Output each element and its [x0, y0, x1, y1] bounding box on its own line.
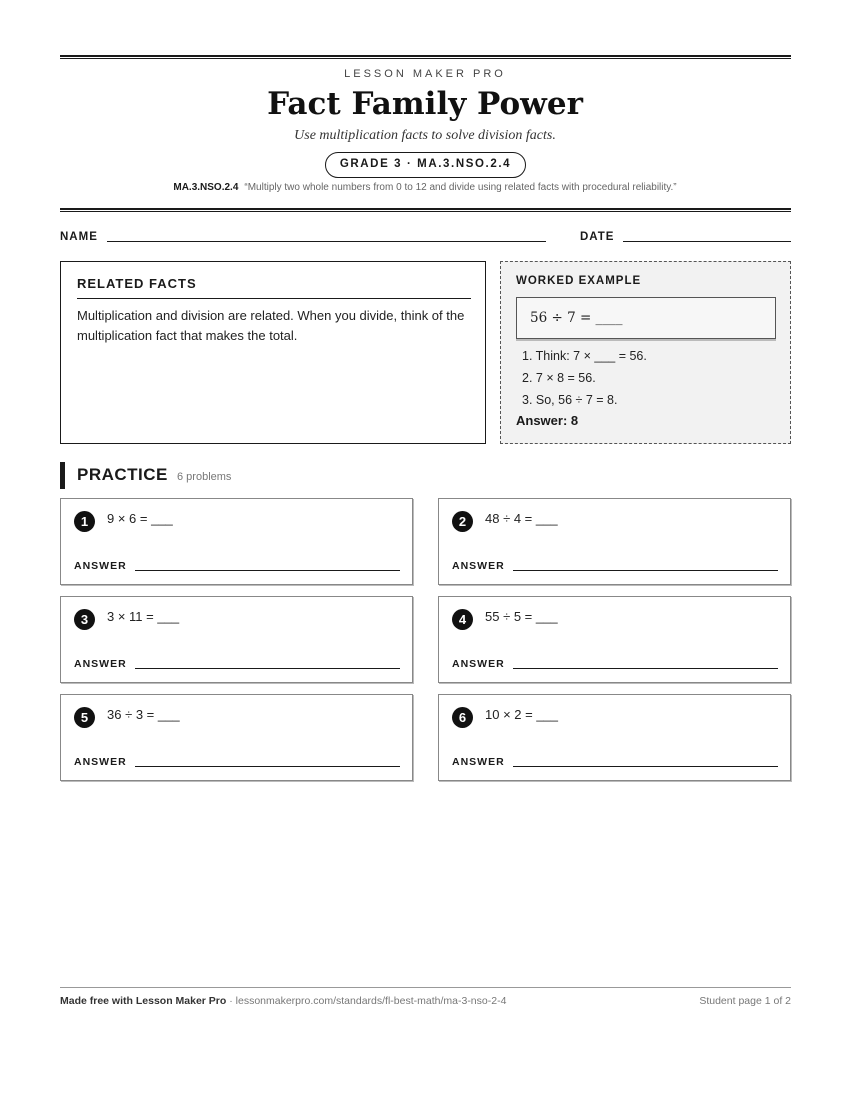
answer-label: ANSWER — [74, 560, 127, 572]
worked-example-step: 1. Think: 7 × ___ = 56. — [522, 349, 647, 363]
problem-number: 5 — [74, 707, 95, 728]
standard-text: “Multiply two whole numbers from 0 to 12 and divide using related facts with procedural reliability.” — [244, 182, 677, 193]
worked-example-answer: Answer: 8 — [516, 413, 579, 428]
header-top-rule — [60, 55, 791, 59]
answer-label: ANSWER — [452, 658, 505, 670]
problem-card-2 — [438, 498, 791, 585]
problem-question: 10 × 2 = ___ — [485, 707, 559, 722]
footer-made-with: Made free with Lesson Maker Pro — [60, 995, 227, 1007]
date-label: DATE — [580, 231, 615, 243]
footer-url[interactable]: · lessonmakerpro.com/standards/fl-best-math/ma-3-nso-2-4 — [226, 995, 507, 1007]
related-facts-heading: RELATED FACTS — [77, 276, 197, 291]
practice-count: 6 problems — [177, 471, 232, 483]
name-label: NAME — [60, 231, 98, 243]
answer-label: ANSWER — [74, 658, 127, 670]
related-facts-text: Multiplication and division are related. When you divide, think of the multiplication fact that makes the total. — [77, 308, 465, 343]
footer-credit — [60, 995, 506, 1007]
related-facts-box — [60, 261, 486, 444]
answer-field[interactable] — [513, 668, 778, 669]
problem-card-5 — [60, 694, 413, 781]
practice-heading: PRACTICE — [77, 465, 168, 484]
problem-card-6 — [438, 694, 791, 781]
problem-number: 4 — [452, 609, 473, 630]
footer-rule — [60, 987, 791, 988]
answer-field[interactable] — [135, 570, 400, 571]
header-bottom-rule — [60, 208, 791, 212]
answer-field[interactable] — [513, 766, 778, 767]
worked-example-box — [500, 261, 791, 444]
problem-number: 3 — [74, 609, 95, 630]
footer-page-number: Student page 1 of 2 — [699, 995, 791, 1007]
problem-card-4 — [438, 596, 791, 683]
problem-number: 2 — [452, 511, 473, 532]
brand-name: LESSON MAKER PRO — [344, 68, 506, 80]
answer-label: ANSWER — [452, 560, 505, 572]
problem-number: 1 — [74, 511, 95, 532]
worked-example-step: 2. 7 × 8 = 56. — [522, 371, 596, 385]
answer-label: ANSWER — [452, 756, 505, 768]
standard-description — [0, 182, 850, 193]
worked-example-equation-box — [516, 297, 776, 339]
problem-card-1 — [60, 498, 413, 585]
answer-field[interactable] — [135, 668, 400, 669]
problem-question: 3 × 11 = ___ — [107, 609, 180, 624]
problem-question: 36 ÷ 3 = ___ — [107, 707, 180, 722]
worked-example-step: 3. So, 56 ÷ 7 = 8. — [522, 393, 618, 407]
worked-example-equation: 56 ÷ 7 = ____ — [530, 310, 623, 326]
worksheet-subtitle: Use multiplication facts to solve division facts. — [294, 128, 556, 143]
worksheet-title: Fact Family Power — [267, 86, 583, 122]
problem-question: 9 × 6 = ___ — [107, 511, 173, 526]
problem-number: 6 — [452, 707, 473, 728]
date-field[interactable] — [623, 241, 791, 242]
problem-question: 55 ÷ 5 = ___ — [485, 609, 558, 624]
name-field[interactable] — [107, 241, 546, 242]
answer-label: ANSWER — [74, 756, 127, 768]
standard-code: MA.3.NSO.2.4 — [173, 182, 239, 193]
answer-field[interactable] — [135, 766, 400, 767]
answer-field[interactable] — [513, 570, 778, 571]
grade-badge: GRADE 3 · MA.3.NSO.2.4 — [325, 152, 526, 178]
worked-example-steps — [522, 345, 647, 411]
worked-example-heading: WORKED EXAMPLE — [516, 275, 642, 287]
related-facts-divider — [77, 298, 471, 299]
practice-accent-bar — [60, 462, 65, 489]
problem-card-3 — [60, 596, 413, 683]
problem-question: 48 ÷ 4 = ___ — [485, 511, 558, 526]
